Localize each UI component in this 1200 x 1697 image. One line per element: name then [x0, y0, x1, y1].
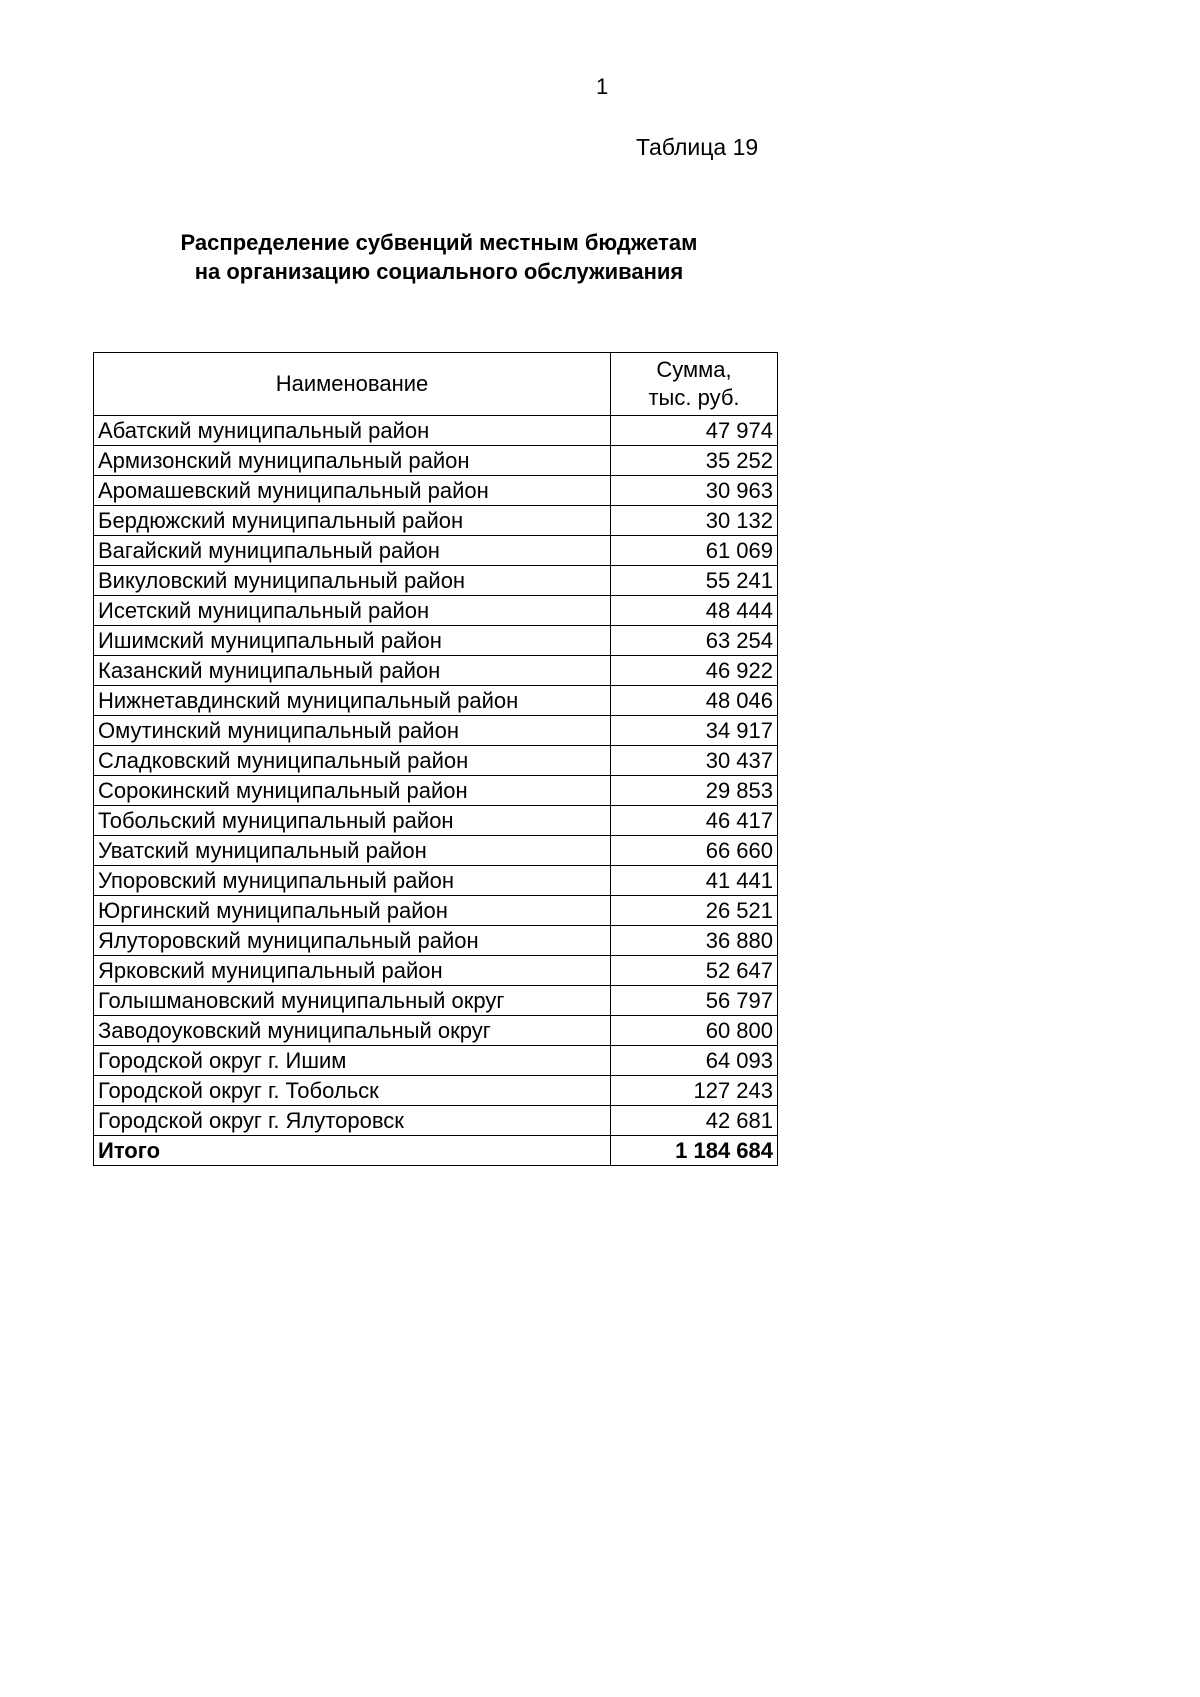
- row-sum: 41 441: [611, 866, 778, 896]
- row-name: Нижнетавдинский муниципальный район: [94, 686, 611, 716]
- table-row: [94, 686, 778, 716]
- row-name: Аромашевский муниципальный район: [94, 476, 611, 506]
- row-sum: 26 521: [611, 896, 778, 926]
- row-name: Городской округ г. Ялуторовск: [94, 1106, 611, 1136]
- table-row: [94, 656, 778, 686]
- header-name: Наименование: [94, 353, 611, 416]
- table-row: [94, 416, 778, 446]
- table-row: [94, 746, 778, 776]
- table-row: [94, 1076, 778, 1106]
- table-row: [94, 506, 778, 536]
- row-sum: 29 853: [611, 776, 778, 806]
- row-sum: 48 046: [611, 686, 778, 716]
- row-sum: 66 660: [611, 836, 778, 866]
- title-line-1: Распределение субвенций местным бюджетам: [180, 230, 698, 255]
- row-sum: 61 069: [611, 536, 778, 566]
- row-sum: 30 963: [611, 476, 778, 506]
- table-row: [94, 806, 778, 836]
- row-name: Ялуторовский муниципальный район: [94, 926, 611, 956]
- row-name: Бердюжский муниципальный район: [94, 506, 611, 536]
- row-name: Ярковский муниципальный район: [94, 956, 611, 986]
- row-name: Заводоуковский муниципальный округ: [94, 1016, 611, 1046]
- document-title: [94, 228, 784, 286]
- row-name: Сорокинский муниципальный район: [94, 776, 611, 806]
- total-sum: 1 184 684: [611, 1136, 778, 1166]
- row-name: Ишимский муниципальный район: [94, 626, 611, 656]
- table-row: [94, 866, 778, 896]
- row-name: Юргинский муниципальный район: [94, 896, 611, 926]
- row-sum: 56 797: [611, 986, 778, 1016]
- row-name: Городской округ г. Ишим: [94, 1046, 611, 1076]
- row-sum: 60 800: [611, 1016, 778, 1046]
- row-sum: 63 254: [611, 626, 778, 656]
- table-row: [94, 596, 778, 626]
- row-sum: 127 243: [611, 1076, 778, 1106]
- row-sum: 46 922: [611, 656, 778, 686]
- row-name: Казанский муниципальный район: [94, 656, 611, 686]
- subvention-table: [93, 352, 778, 1166]
- row-sum: 64 093: [611, 1046, 778, 1076]
- row-name: Городской округ г. Тобольск: [94, 1076, 611, 1106]
- table-row: [94, 446, 778, 476]
- row-sum: 42 681: [611, 1106, 778, 1136]
- table-row: [94, 1046, 778, 1076]
- table-row: [94, 1016, 778, 1046]
- header-sum-line-2: тыс. руб.: [648, 385, 740, 410]
- row-name: Тобольский муниципальный район: [94, 806, 611, 836]
- table-row: [94, 986, 778, 1016]
- table-body: [94, 416, 778, 1166]
- header-sum: [611, 353, 778, 416]
- row-name: Абатский муниципальный район: [94, 416, 611, 446]
- table-row: [94, 956, 778, 986]
- table-row: [94, 1106, 778, 1136]
- row-sum: 55 241: [611, 566, 778, 596]
- row-sum: 46 417: [611, 806, 778, 836]
- row-name: Викуловский муниципальный район: [94, 566, 611, 596]
- row-sum: 36 880: [611, 926, 778, 956]
- table-row: [94, 716, 778, 746]
- row-name: Сладковский муниципальный район: [94, 746, 611, 776]
- table-row: [94, 926, 778, 956]
- page-number: 1: [596, 74, 609, 99]
- row-name: Исетский муниципальный район: [94, 596, 611, 626]
- table-row: [94, 776, 778, 806]
- table-row: [94, 476, 778, 506]
- table-header-row: [94, 353, 778, 416]
- table-label: Таблица 19: [636, 134, 759, 160]
- row-sum: 47 974: [611, 416, 778, 446]
- total-name: Итого: [94, 1136, 611, 1166]
- row-sum: 30 437: [611, 746, 778, 776]
- row-sum: 48 444: [611, 596, 778, 626]
- table-row: [94, 566, 778, 596]
- row-name: Вагайский муниципальный район: [94, 536, 611, 566]
- row-sum: 52 647: [611, 956, 778, 986]
- table-row: [94, 896, 778, 926]
- row-name: Омутинский муниципальный район: [94, 716, 611, 746]
- row-name: Уватский муниципальный район: [94, 836, 611, 866]
- row-name: Упоровский муниципальный район: [94, 866, 611, 896]
- table-row: [94, 536, 778, 566]
- header-sum-line-1: Сумма,: [656, 357, 732, 382]
- row-name: Голышмановский муниципальный округ: [94, 986, 611, 1016]
- total-row: [94, 1136, 778, 1166]
- table-row: [94, 836, 778, 866]
- title-line-2: на организацию социального обслуживания: [194, 259, 684, 284]
- row-sum: 34 917: [611, 716, 778, 746]
- row-name: Армизонский муниципальный район: [94, 446, 611, 476]
- row-sum: 30 132: [611, 506, 778, 536]
- table-row: [94, 626, 778, 656]
- row-sum: 35 252: [611, 446, 778, 476]
